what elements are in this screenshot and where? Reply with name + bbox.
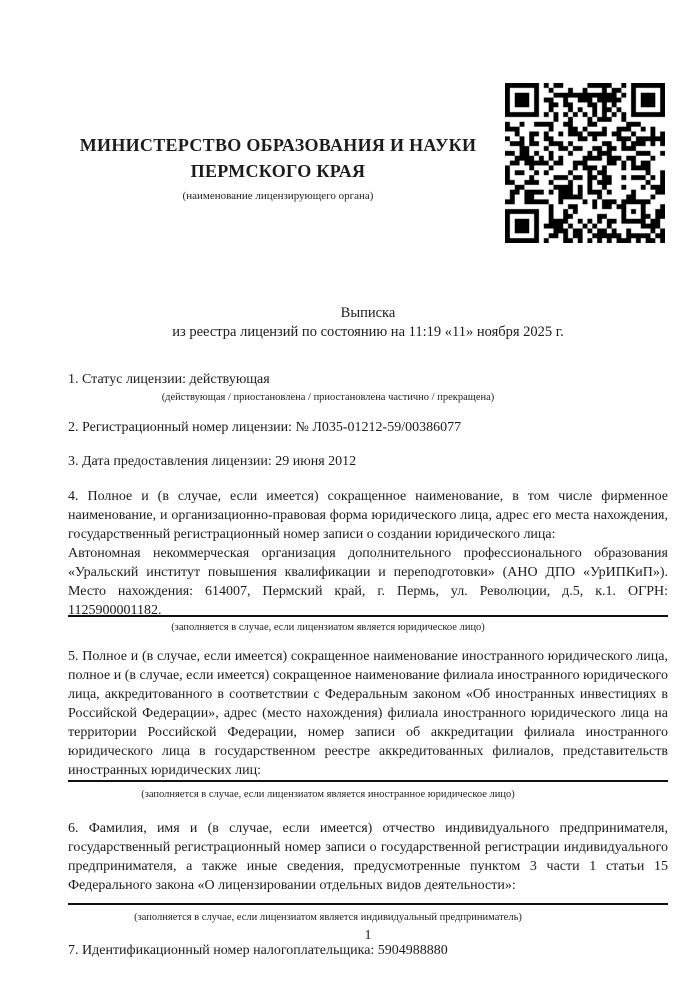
item-foreign-entity-description: 5. Полное и (в случае, если имеется) сокращенное наименование иностранного юридического лица, полное и (в случае, если имеется) сокращенное наименование филиала иностранного юридического лица, аккредитованного в соответствии с Федеральным законом «Об иностранных инвестициях в Российской Федерации», адрес (место нахождения) филиала иностранного юридического лица на территории Российской Федерации, номер записи об аккредитации филиала иностранного юридического лица в государственном реестре аккредитованных филиалов, представительств иностранных юридических лиц: (68, 649, 668, 778)
ministry-name-line1: МИНИСТЕРСТВО ОБРАЗОВАНИЯ И НАУКИ (79, 135, 477, 155)
item-legal-entity-description: 4. Полное и (в случае, если имеется) сокращенное наименование, в том числе фирменное наименование, и организационно-правовая форма юридического лица, адрес его места нахождения, государственный регистрационный номер записи о создании юридического лица: (68, 489, 668, 542)
item-individual-entrepreneur-caption: (заполняется в случае, если лицензиатом является индивидуальный предприниматель) (134, 912, 522, 923)
item-legal-entity-caption: (заполняется в случае, если лицензиатом является юридическое лицо) (171, 622, 485, 633)
item-license-status-caption: (действующая / приостановлена / приостановлена частично / прекращена) (161, 392, 495, 403)
item-taxpayer-number: 7. Идентификационный номер налогоплательщика: 5904988880 (68, 943, 448, 958)
qr-code-icon (505, 83, 665, 243)
page-number: 1 (364, 928, 372, 943)
document-title (68, 304, 668, 342)
item-license-status: 1. Статус лицензии: действующая (68, 372, 270, 387)
item-registration-number: 2. Регистрационный номер лицензии: № Л035-01212-59/00386077 (68, 420, 462, 435)
ministry-name-line2: ПЕРМСКОГО КРАЯ (190, 161, 366, 181)
licensing-authority-header (68, 132, 488, 203)
licensing-authority-caption: (наименование лицензирующего органа) (182, 190, 374, 202)
item-foreign-entity-caption: (заполняется в случае, если лицензиатом является иностранное юридическое лицо) (141, 789, 515, 800)
item-license-grant-date: 3. Дата предоставления лицензии: 29 июня 2012 (68, 454, 357, 469)
individual-entrepreneur-divider (68, 903, 668, 905)
document-title-line2: из реестра лицензий по состоянию на 11:19 «11» ноября 2025 г. (172, 324, 564, 340)
item-legal-entity-value: Автономная некоммерческая организация дополнительного профессионального образования «Уральский институт повышения квалификации и переподготовки» (АНО ДПО «УрИПКиП»). Место нахождения: 614007, Пермский край, г. Пермь, ул. Революции, д.5, к.1. ОГРН: 1125900001182. (68, 546, 668, 618)
document-body (68, 368, 668, 960)
document-title-line1: Выписка (340, 305, 396, 321)
item-individual-entrepreneur-description: 6. Фамилия, имя и (в случае, если имеется) отчество индивидуального предпринимателя, государственный регистрационный номер записи о государственной регистрации индивидуального предпринимателя, а также иные сведения, предусмотренные пунктом 3 части 1 статьи 15 Федерального закона «О лицензировании отдельных видов деятельности»: (68, 821, 668, 893)
foreign-entity-divider (68, 780, 668, 782)
